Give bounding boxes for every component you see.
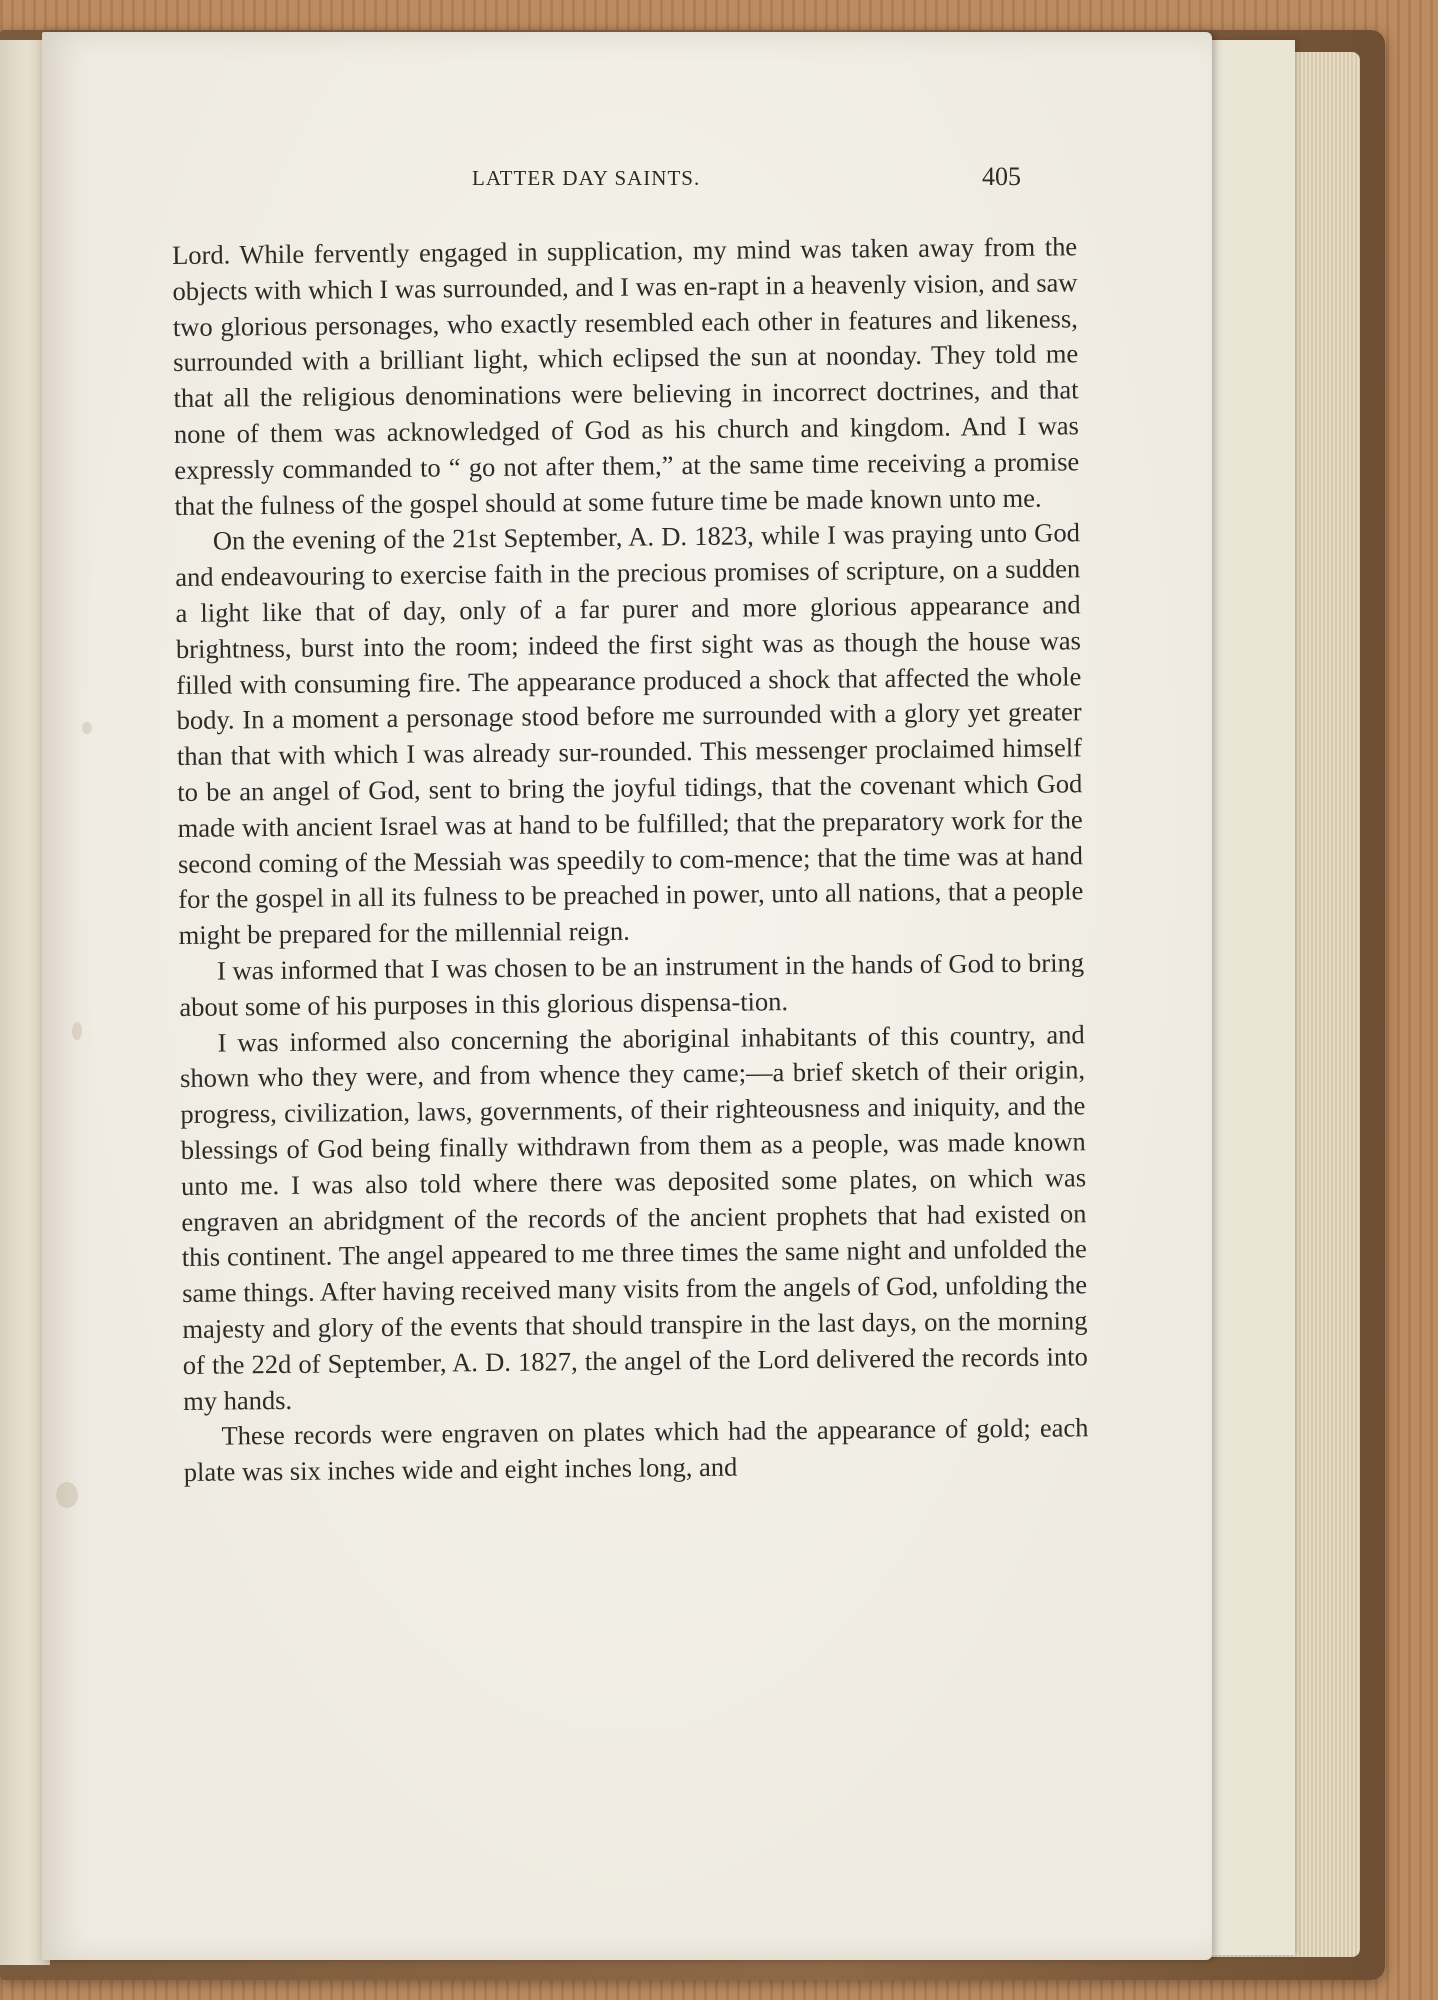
paragraph: I was informed that I was chosen to be an instrument in the hands of God to bring about some of his purposes in this glorious dispensa-tion.: [179, 947, 1085, 1022]
paragraph: I was informed also concerning the aboriginal inhabitants of this country, and shown who they were, and from whence they came;—a brief sketch of their origin, progress, civilization, laws, governments, of their righteousness and iniquity, and the blessings of God being finally withdrawn from them as a people, was made known unto me. I was also told where there was deposited some plates, on which was engraven an abridgment of the records of the ancient prophets that had existed on this continent. The angel appeared to me three times the same night and unfolded the same things. After having received many visits from the angels of God, unfolding the majesty and glory of the events that should transpire in the last days, on the morning of the 22d of September, A. D. 1827, the angel of the Lord delivered the records into my hands.: [179, 1018, 1088, 1416]
paragraph: On the evening of the 21st September, A. D. 1823, while I was praying unto God and endeavouring to exercise faith in the precious promises of scripture, on a sudden a light like that of day, only of a far purer and more glorious appearance and brightness, burst into the room; indeed the first sight was as though the house was filled with consuming fire. The appearance produced a shock that affected the whole body. In a moment a personage stood before me surrounded with a glory yet greater than that with which I was already sur-rounded. This messenger proclaimed himself to be an angel of God, sent to bring the joyful tidings, that the covenant which God made with ancient Israel was at hand to be fulfilled; that the preparatory work for the second coming of the Messiah was speedily to com-mence; that the time was at hand for the gospel in all its fulness to be preached in power, unto all nations, that a people might be prepared for the millennial reign.: [175, 517, 1084, 951]
running-head-title: LATTER DAY SAINTS.: [472, 166, 701, 190]
foxing-spot: [56, 1482, 78, 1508]
book-page: [42, 32, 1212, 1960]
paragraph: Lord. While fervently engaged in supplication, my mind was taken away from the objects with which I was surrounded, and I was en-rapt in a heavenly vision, and saw two glorious personages, who exactly resembled each other in features and likeness, surrounded with a brilliant light, which eclipsed the sun at noonday. They told me that all the religious denominations were believing in incorrect doctrines, and that none of them was acknowledged of God as his church and kingdom. And I was expressly commanded to “ go not after them,” at the same time receiving a promise that the fulness of the gospel should at some future time be made known unto me.: [172, 231, 1080, 521]
foxing-spot: [82, 722, 92, 734]
body-text: [172, 229, 1089, 1491]
foxing-spot: [72, 1022, 82, 1040]
page-number: 405: [982, 162, 1021, 191]
running-head: [42, 162, 1212, 202]
paragraph: These records were engraven on plates which had the appearance of gold; each plate was six inches wide and eight inches long, and: [183, 1412, 1089, 1488]
